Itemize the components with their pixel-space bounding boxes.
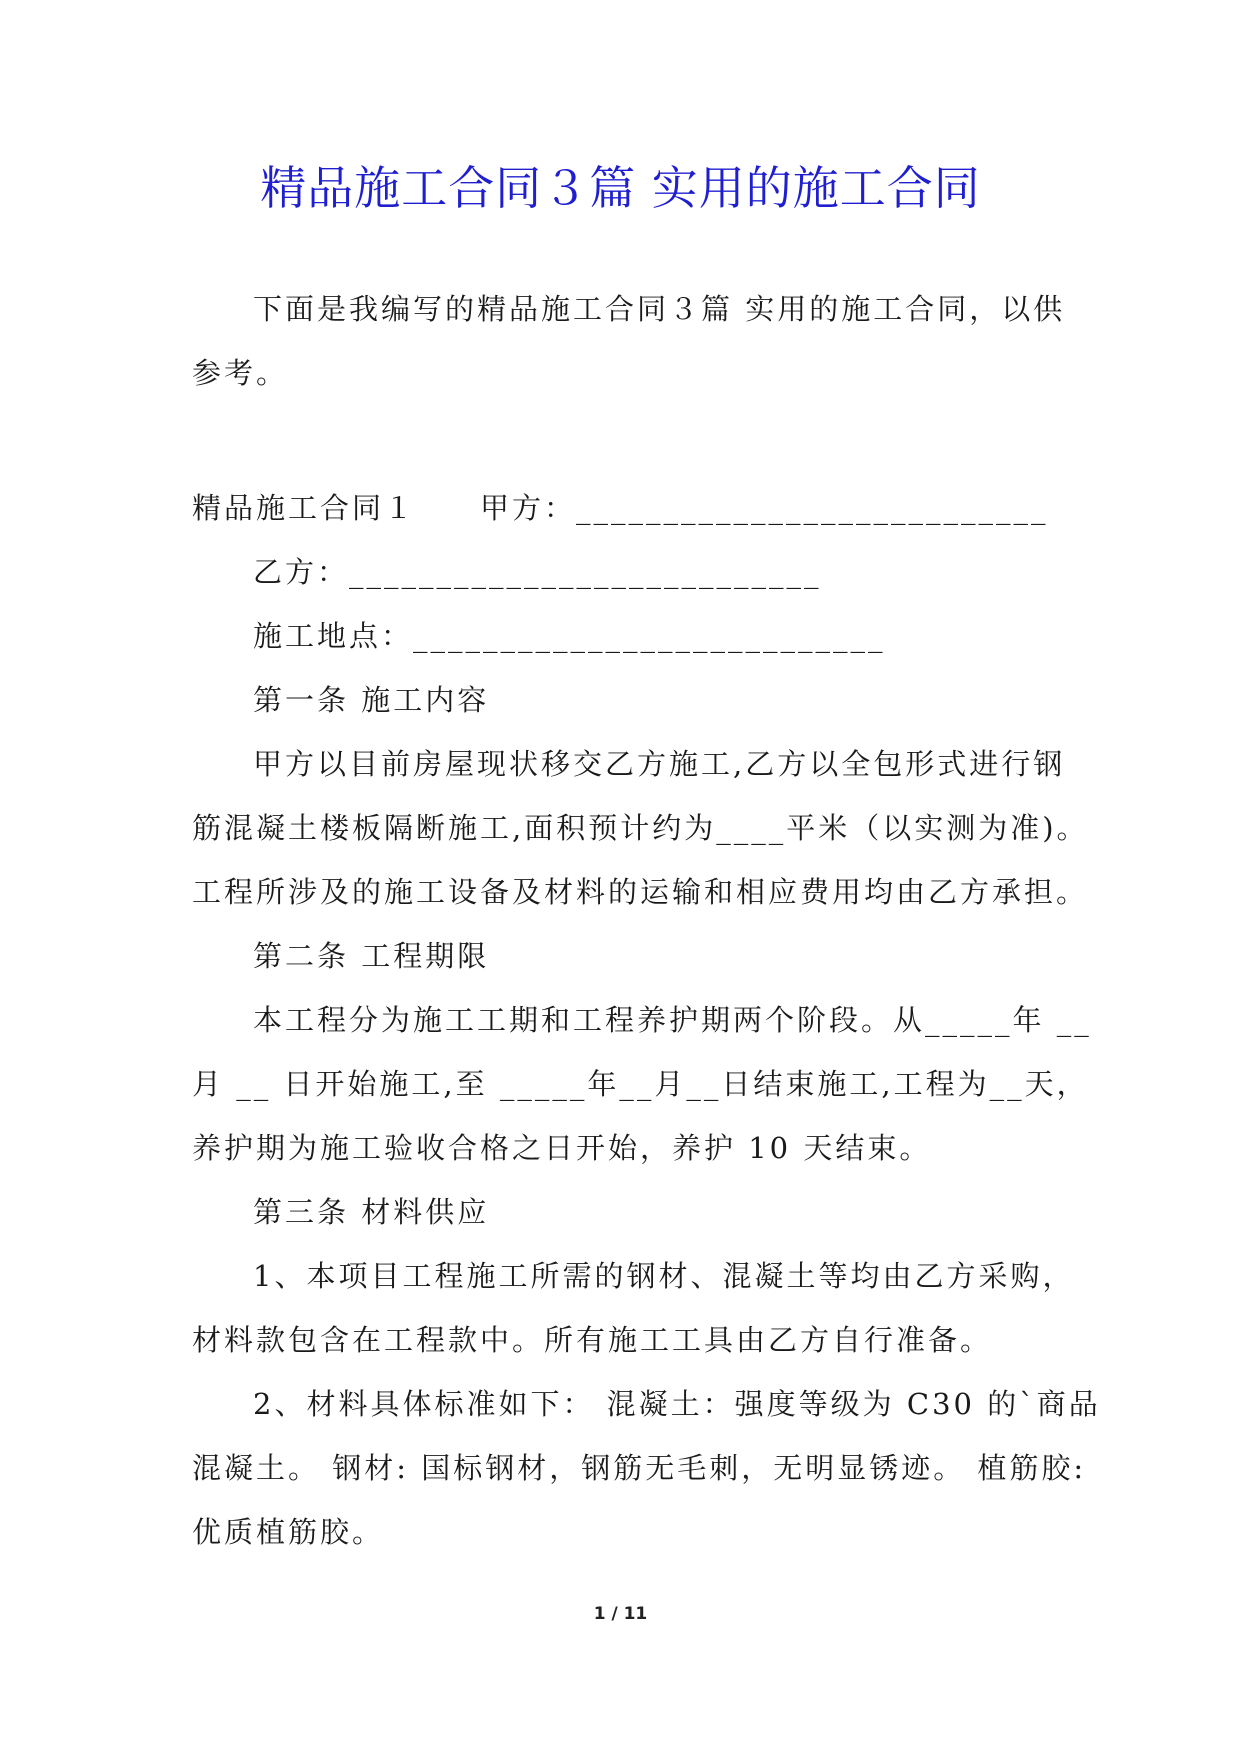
page-number: 1 / 11: [593, 1604, 648, 1624]
article-3-item-1-line-1: 1、本项目工程施工所需的钢材、混凝土等均由乙方采购，: [253, 1259, 1075, 1293]
article-1-text-3: 工程所涉及的施工设备及材料的运输和相应费用均由乙方承担。: [192, 875, 1089, 909]
article-1-text-2: 筋混凝土楼板隔断施工,面积预计约为____平米（以实测为准)。: [192, 811, 1089, 845]
intro-line-2: 参考。: [192, 356, 289, 390]
article-1-heading: 第一条 施工内容: [253, 683, 490, 717]
article-3-item-2-line-1: 2、材料具体标准如下： 混凝土：强度等级为 C30 的`商品: [253, 1387, 1101, 1421]
document-title: 精品施工合同３篇 实用的施工合同: [260, 161, 981, 215]
location-line: 施工地点：___________________________: [253, 619, 886, 653]
article-3-item-1-line-2: 材料款包含在工程款中。所有施工工具由乙方自行准备。: [192, 1323, 993, 1357]
article-2-text-3: 养护期为施工验收合格之日开始，养护 10 天结束。: [192, 1131, 932, 1165]
article-3-item-2-line-3: 优质植筋胶。: [192, 1515, 385, 1549]
article-3-item-2-line-2: 混凝土。 钢材: 国标钢材，钢筋无毛刺，无明显锈迹。 植筋胶:: [192, 1451, 1087, 1485]
article-2-text-1: 本工程分为施工工期和工程养护期两个阶段。从_____年 __: [253, 1003, 1092, 1037]
article-1-text-1: 甲方以目前房屋现状移交乙方施工,乙方以全包形式进行钢: [253, 747, 1066, 781]
contract-heading: 精品施工合同１ 甲方：___________________________: [192, 491, 1049, 525]
intro-line-1: 下面是我编写的精品施工合同３篇 实用的施工合同，以供: [253, 292, 1066, 326]
party-b-line: 乙方：___________________________: [253, 555, 822, 589]
article-2-heading: 第二条 工程期限: [253, 939, 490, 973]
article-2-text-2: 月 __ 日开始施工,至 _____年__月__日结束施工,工程为__天，: [192, 1067, 1089, 1101]
article-3-heading: 第三条 材料供应: [253, 1195, 490, 1229]
